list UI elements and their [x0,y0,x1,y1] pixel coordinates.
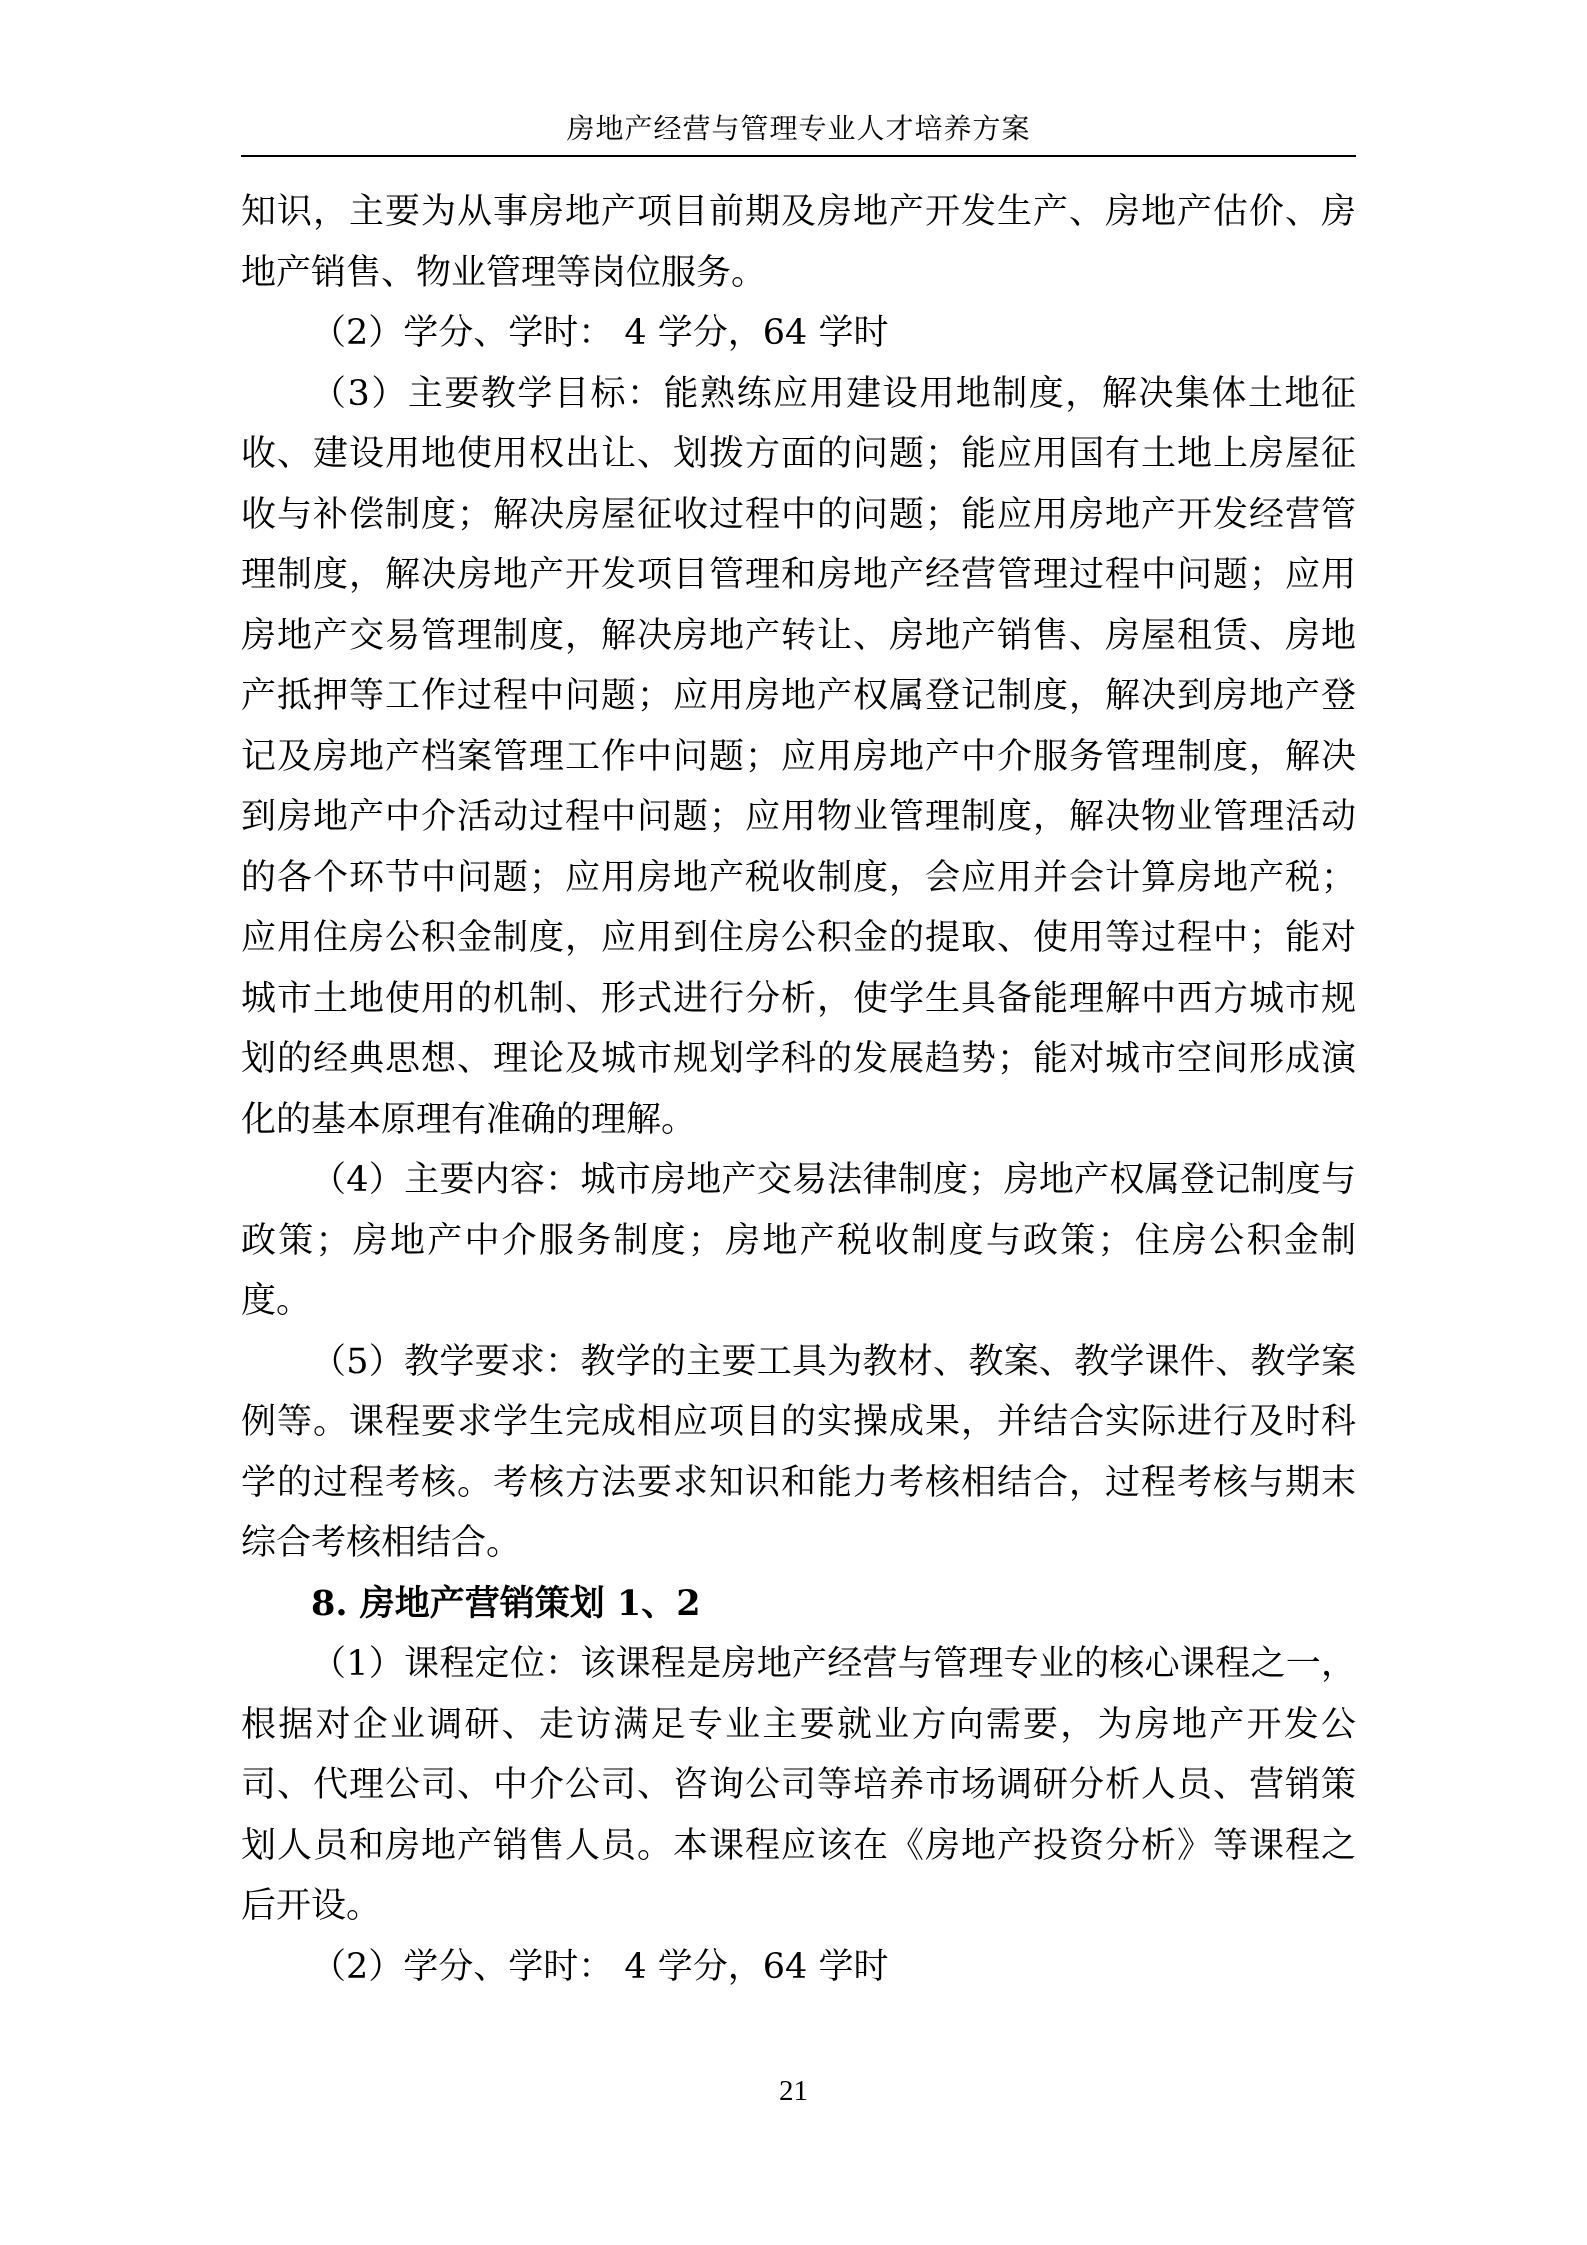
paragraph: （5）教学要求：教学的主要工具为教材、教案、教学课件、教学案例等。课程要求学生完成相应项目的实操成果，并结合实际进行及时科学的过程考核。考核方法要求知识和能力考核相结合，过程考核与期末综合考核相结合。 [241,1341,1356,1563]
paragraph: （2）学分、学时： 4 学分，64 学时 [311,313,889,353]
header-rule [241,155,1356,157]
paragraph: 知识，主要为从事房地产项目前期及房地产开发生产、房地产估价、房地产销售、物业管理等岗位服务。 [241,192,1356,293]
body-text [241,182,1356,1997]
paragraph: （1）课程定位：该课程是房地产经营与管理专业的核心课程之一，根据对企业调研、走访满足专业主要就业方向需要，为房地产开发公司、代理公司、中介公司、咨询公司等培养市场调研分析人员、营销策划人员和房地产销售人员。本课程应该在《房地产投资分析》等课程之后开设。 [241,1644,1356,1926]
page-number: 21 [779,2075,808,2107]
paragraph: （3）主要教学目标：能熟练应用建设用地制度，解决集体土地征收、建设用地使用权出让、划拨方面的问题；能应用国有土地上房屋征收与补偿制度；解决房屋征收过程中的问题；能应用房地产开发经营管理制度，解决房地产开发项目管理和房地产经营管理过程中问题；应用房地产交易管理制度，解决房地产转让、房地产销售、房屋租赁、房地产抵押等工作过程中问题；应用房地产权属登记制度，解决到房地产登记及房地产档案管理工作中问题；应用房地产中介服务管理制度，解决到房地产中介活动过程中问题；应用物业管理制度，解决物业管理活动的各个环节中问题；应用房地产税收制度，会应用并会计算房地产税；应用住房公积金制度，应用到住房公积金的提取、使用等过程中；能对城市土地使用的机制、形式进行分析，使学生具备能理解中西方城市规划的经典思想、理论及城市规划学科的发展趋势；能对城市空间形成演化的基本原理有准确的理解。 [241,373,1356,1140]
page-header-title: 房地产经营与管理专业人才培养方案 [566,112,1031,145]
paragraph: （4）主要内容：城市房地产交易法律制度；房地产权属登记制度与政策；房地产中介服务制度；房地产税收制度与政策；住房公积金制度。 [241,1160,1356,1321]
paragraph: （2）学分、学时： 4 学分，64 学时 [311,1946,889,1987]
section-heading: 8. 房地产营销策划 1、2 [311,1582,701,1624]
